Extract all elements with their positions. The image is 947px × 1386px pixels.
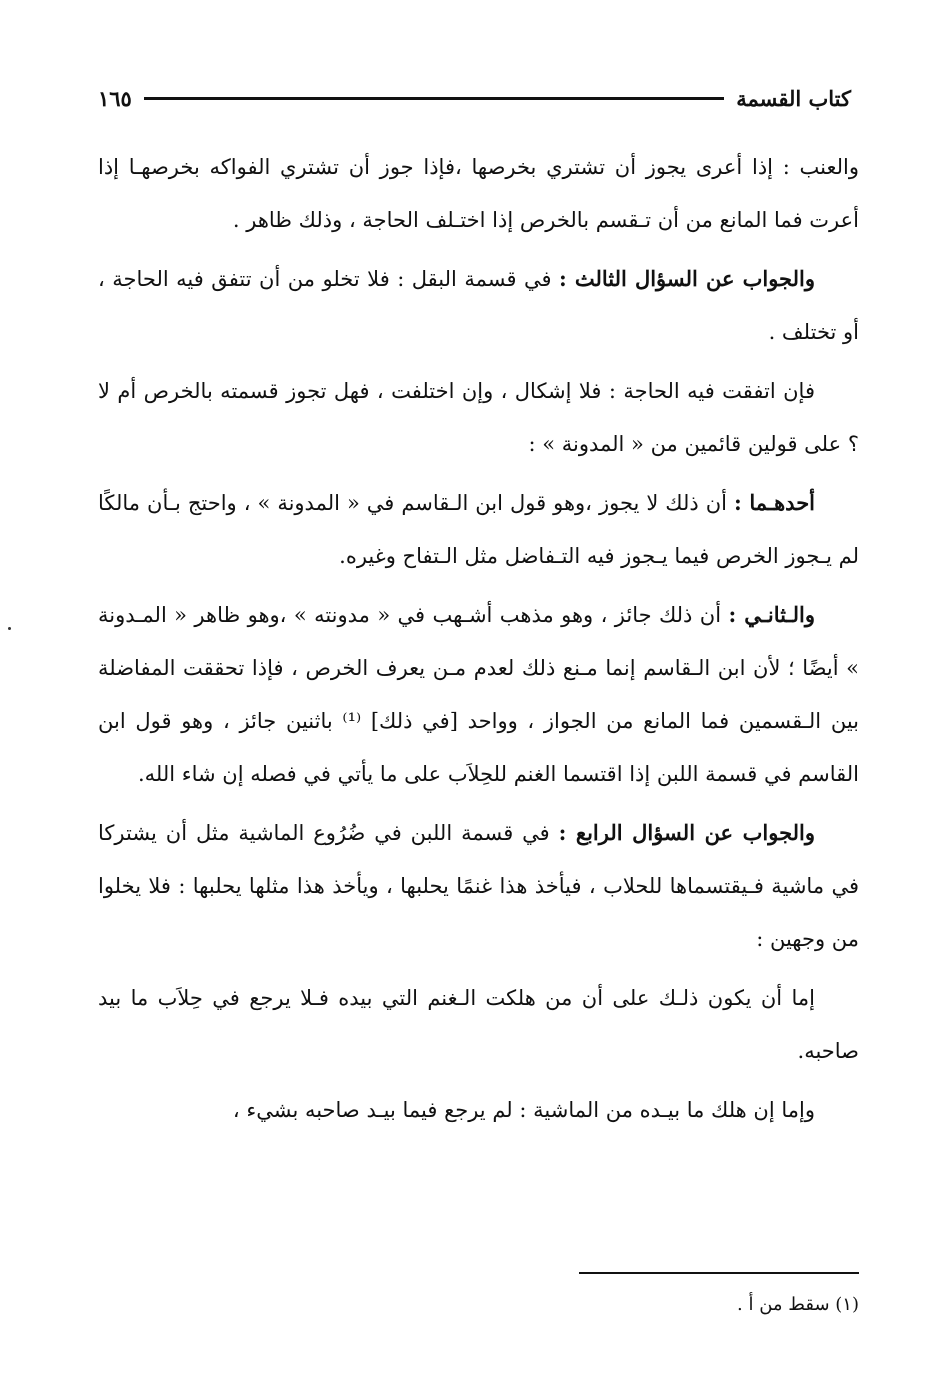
running-header [98,78,851,118]
page-body [98,140,859,1142]
paragraph-8 [98,1083,859,1137]
paragraph-text: والعنب : إذا أعرى يجوز أن تشتري بخرصها ،فإذا جوز أن تشتري الفواكه بخرصهـا إذا أعرت فما المانع من أن تـقسم بالخرص إذا اختـلف الحاجة ، وذلك ظاهر . [98,155,859,232]
paragraph-text: فإن اتفقت فيه الحاجة : فلا إشكال ، وإن اختلفت ، فهل تجوز قسمته بالخرص أم لا ؟ على قولين قائمين من « المدونة » : [98,379,859,456]
header-title: كتاب القسمة [736,85,851,111]
paragraph-5 [98,588,859,801]
paragraph-4 [98,476,859,583]
paragraph-1 [98,140,859,247]
paragraph-text: أن ذلك لا يجوز ،وهو قول ابن الـقاسم في « المدونة » ، واحتج بـأن مالكًا لم يـجوز الخرص فيما يـجوز فيه التـفاضل مثل الـتفاح وغيره. [98,491,859,568]
paragraph-lead: والـثانـي : [728,602,815,627]
paragraph-text: في قسمة اللبن في ضُرُوع الماشية مثل أن يشتركا في ماشية فـيقتسماها للحلاب ، فيأخذ هذا غنمًا يحلبها ، ويأخذ هذا مثلها يحلبها : فلا يخلوا من وجهين : [98,821,859,951]
footnote-divider [579,1272,859,1274]
paragraph-2 [98,252,859,359]
paragraph-text: في قسمة البقل : فلا تخلو من أن تتفق فيه الحاجة ، أو تختلف . [98,267,859,344]
scan-speck [8,627,11,630]
paragraph-lead: والجواب عن السؤال الثالث : [559,266,815,291]
paragraph-6 [98,806,859,966]
paragraph-text: وإما إن هلك ما بيـده من الماشية : لم يرجع فيما بيـد صاحبه بشيء ، [232,1098,815,1122]
page-number: ١٦٥ [98,85,132,111]
paragraph-lead: والجواب عن السؤال الرابع : [558,820,816,845]
paragraph-text: أن ذلك جائز ، وهو مذهب أشـهب في « مدونته » ،وهو ظاهر « المـدونة » أيضًا ؛ لأن ابن الـقاسم إنما مـنع ذلك لعدم مـن يعرف الخرص ، فإذا تحققت المفاضلة بين الـقسمين فما المانع من الجواز ، وواحد [في ذلك] ⁽¹⁾ باثنين جائز ، وهو قول ابن القاسم في قسمة اللبن إذا اقتسما الغنم للحِلاَب على ما يأتي في فصله إن شاء الله. [98,603,859,786]
footnote: (١) سقط من أ . [737,1294,859,1315]
paragraph-7 [98,971,859,1078]
header-rule [144,97,724,100]
paragraph-3 [98,364,859,471]
paragraph-text: إما أن يكون ذلـك على أن من هلكت الـغنم التي بيده فـلا يرجع في حِلاَب ما بيد صاحبه. [98,986,859,1063]
paragraph-lead: أحدهـما : [734,490,816,515]
